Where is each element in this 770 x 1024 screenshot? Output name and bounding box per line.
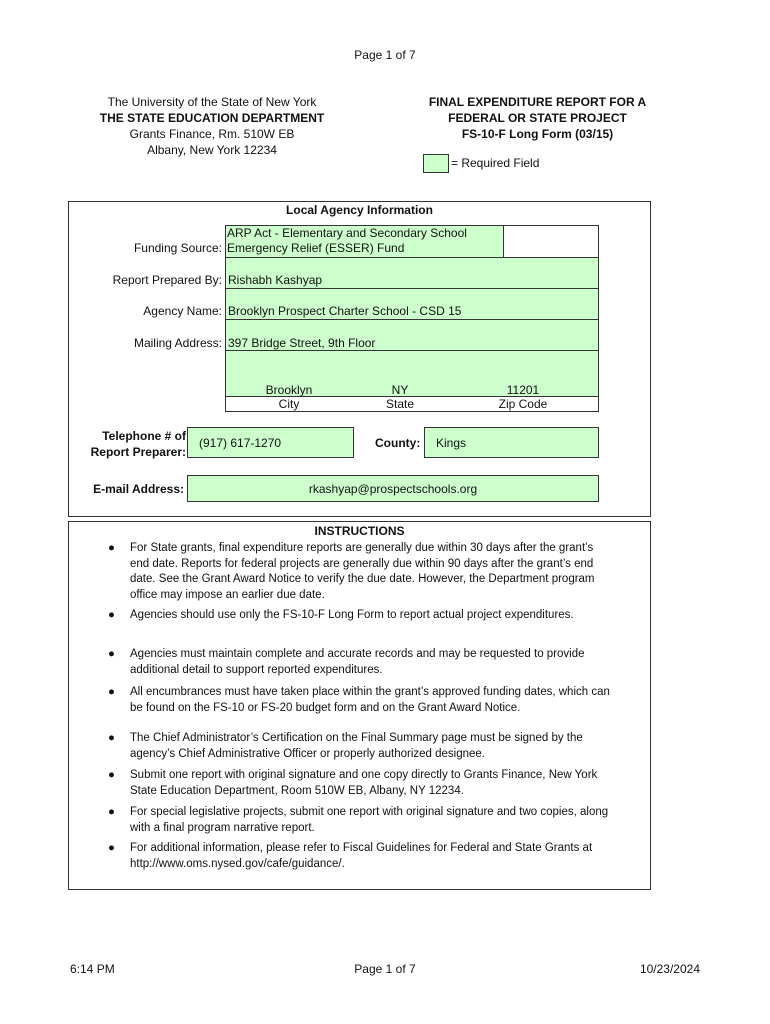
instruction-text: Agencies should use only the FS-10-F Long Form to report actual project expenditures. bbox=[130, 609, 574, 621]
prepared-by-value: Rishabh Kashyap bbox=[228, 273, 323, 287]
bullet-icon: ● bbox=[108, 648, 115, 660]
county-value: Kings bbox=[436, 436, 467, 450]
bullet-icon: ● bbox=[108, 732, 115, 744]
instruction-text: All encumbrances must have taken place within the grant’s approved funding dates, which can be found on the FS-10 or FS-20 budget form and on the Grant Award Notice. bbox=[130, 686, 610, 714]
funding-source-label: Funding Source: bbox=[133, 241, 222, 255]
instruction-text: For special legislative projects, submit one report with original signature and two copies, along with a final program narrative report. bbox=[130, 806, 609, 834]
mailing-address-label: Mailing Address: bbox=[133, 336, 222, 350]
bullet-icon: ● bbox=[108, 686, 115, 698]
funding-source-line-2: Emergency Relief (ESSER) Fund bbox=[227, 241, 405, 255]
bullet-icon: ● bbox=[108, 806, 115, 818]
footer-page-number: Page 1 of 7 bbox=[354, 962, 416, 976]
report-form-name: FS-10-F Long Form (03/15) bbox=[461, 127, 614, 141]
page-number-top: Page 1 of 7 bbox=[354, 48, 416, 62]
bullet-icon: ● bbox=[108, 842, 115, 854]
county-label: County: bbox=[375, 436, 421, 450]
agency-line-1: The University of the State of New York bbox=[107, 95, 317, 109]
city-label: City bbox=[278, 397, 300, 411]
telephone-label bbox=[70, 428, 186, 460]
state-label: State bbox=[385, 397, 415, 411]
email-value: rkashyap@prospectschools.org bbox=[308, 482, 478, 496]
agency-line-3: Grants Finance, Rm. 510W EB bbox=[129, 127, 295, 141]
agency-line-2: THE STATE EDUCATION DEPARTMENT bbox=[99, 111, 325, 125]
telephone-value: (917) 617-1270 bbox=[199, 436, 282, 450]
bullet-icon: ● bbox=[108, 769, 115, 781]
instruction-text: Submit one report with original signature and one copy directly to Grants Finance, New York State Education Department, Room 510W EB, Albany, NY 12234. bbox=[130, 769, 598, 797]
agency-line-4: Albany, New York 12234 bbox=[147, 143, 277, 157]
footer-date: 10/23/2024 bbox=[639, 962, 700, 976]
required-field-swatch bbox=[423, 154, 449, 173]
instruction-text: For additional information, please refer to Fiscal Guidelines for Federal and State Grants at http://www.oms.nysed.gov/cafe/guidance/. bbox=[130, 842, 593, 870]
zip-value: 11201 bbox=[506, 383, 540, 397]
instruction-text: Agencies must maintain complete and accurate records and may be requested to provide additional detail to support reported expenditures. bbox=[130, 648, 585, 676]
zip-label: Zip Code bbox=[498, 397, 548, 411]
required-field-legend: = Required Field bbox=[451, 156, 540, 170]
funding-source-extra-cell bbox=[503, 225, 599, 258]
report-header bbox=[400, 94, 675, 142]
telephone-label-line-1: Telephone # of bbox=[102, 429, 186, 443]
report-title-1: FINAL EXPENDITURE REPORT FOR A bbox=[428, 95, 647, 109]
footer-time: 6:14 PM bbox=[70, 962, 115, 976]
funding-source-value bbox=[227, 226, 467, 256]
state-value: NY bbox=[391, 383, 409, 397]
mailing-address-value: 397 Bridge Street, 9th Floor bbox=[228, 336, 376, 350]
funding-source-line-1: ARP Act - Elementary and Secondary School bbox=[227, 226, 467, 240]
agency-name-value: Brooklyn Prospect Charter School - CSD 15 bbox=[228, 304, 462, 318]
agency-header bbox=[72, 94, 352, 158]
bullet-icon: ● bbox=[108, 609, 115, 621]
bullet-icon: ● bbox=[108, 542, 115, 554]
instruction-text: For State grants, final expenditure reports are generally due within 30 days after the grant’s end date. Reports for federal projects are generally due within 90 days after the grant’s end date. See the Grant Award Notice to verify the due date. However, the Department program office may impose an earlier due date. bbox=[130, 542, 595, 601]
instruction-text: The Chief Administrator’s Certification on the Final Summary page must be signed by the agency’s Chief Administrative Officer or properly authorized designee. bbox=[130, 732, 583, 760]
report-title-2: FEDERAL OR STATE PROJECT bbox=[448, 111, 627, 125]
email-label: E-mail Address: bbox=[93, 482, 184, 496]
city-value: Brooklyn bbox=[265, 383, 313, 397]
instructions-title: INSTRUCTIONS bbox=[314, 524, 405, 538]
prepared-by-label: Report Prepared By: bbox=[112, 273, 222, 287]
telephone-label-line-2: Report Preparer: bbox=[90, 445, 186, 459]
agency-name-label: Agency Name: bbox=[143, 304, 222, 318]
local-agency-title: Local Agency Information bbox=[286, 203, 433, 217]
